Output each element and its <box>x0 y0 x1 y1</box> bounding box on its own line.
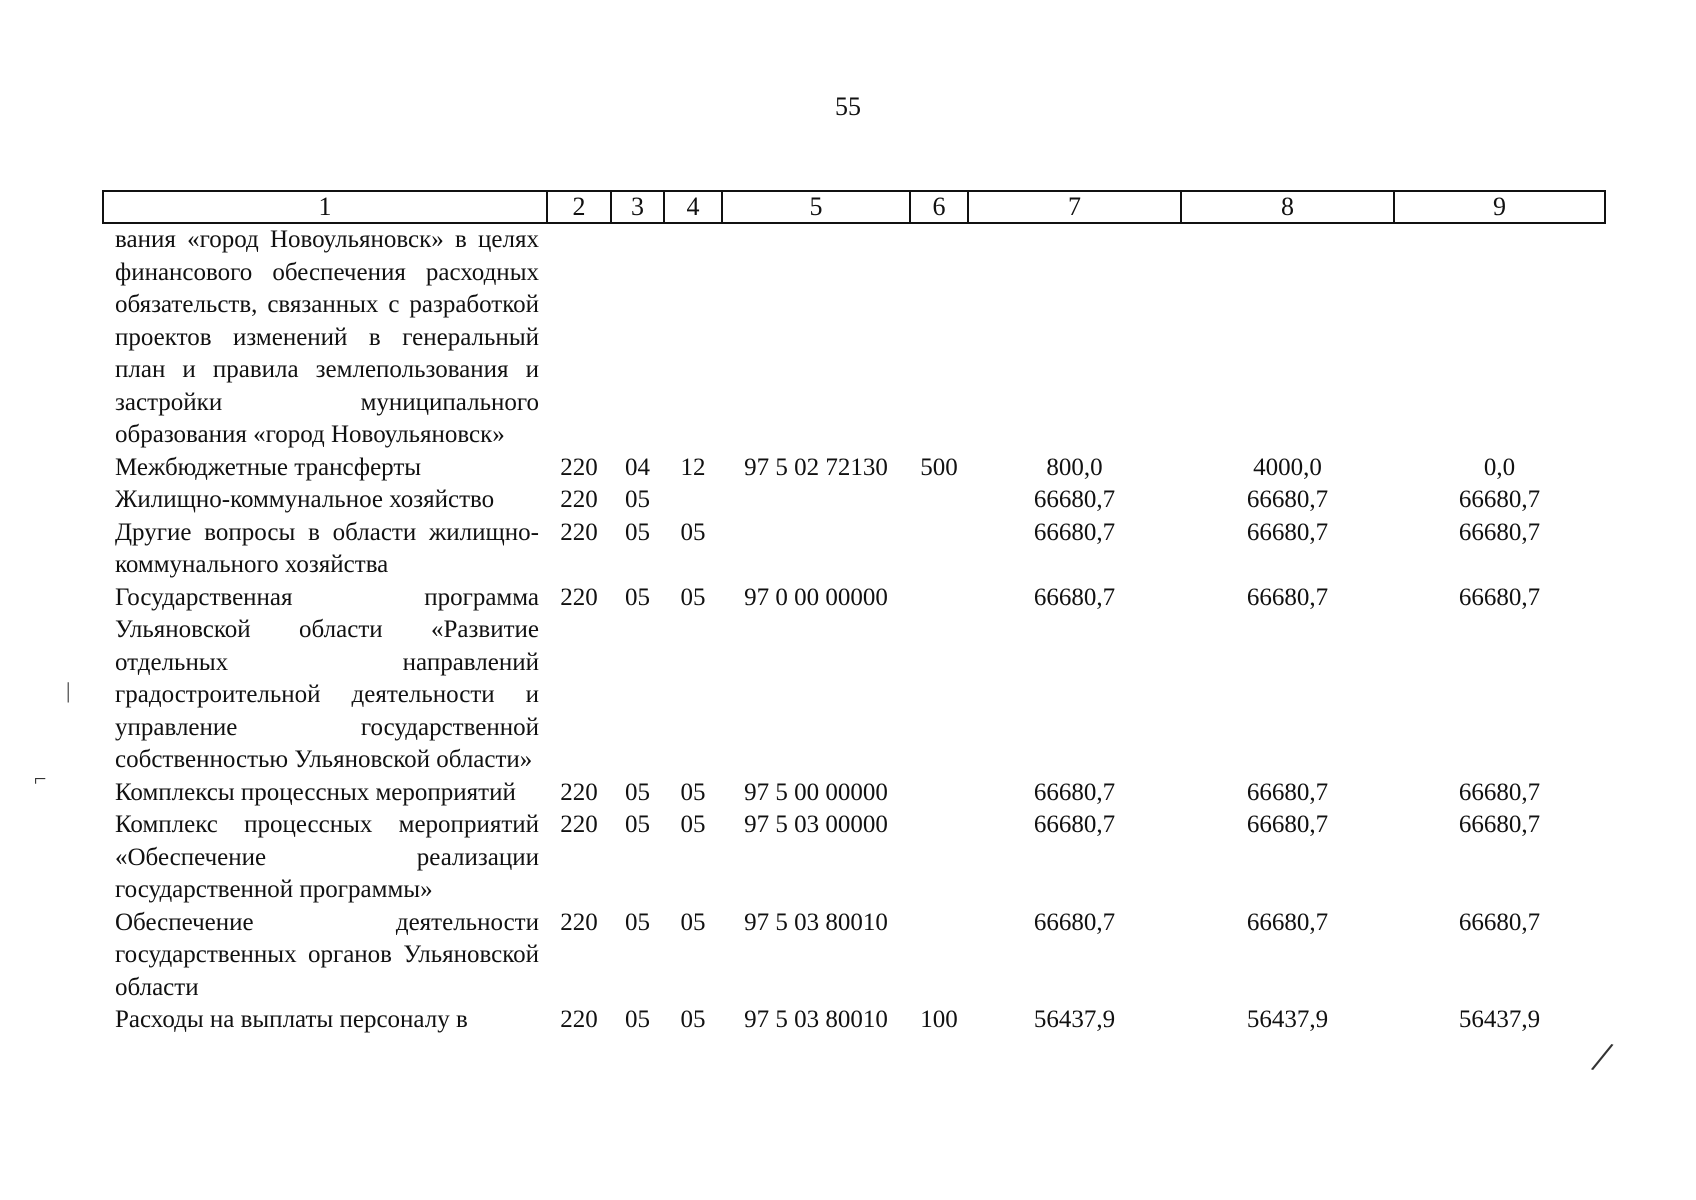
row-cell-c8 <box>1181 223 1394 452</box>
column-header-9: 9 <box>1394 191 1605 223</box>
row-description: Комплекс процессных мероприятий «Обеспечение реализации государственной программы» <box>115 811 539 903</box>
row-cell-c7: 66680,7 <box>1033 518 1116 546</box>
column-header-4: 4 <box>664 191 722 223</box>
row-cell-c8: 66680,7 <box>1246 778 1329 806</box>
margin-mark: | <box>66 678 71 703</box>
row-cell-c4 <box>664 484 722 517</box>
row-cell-c8: 66680,7 <box>1246 518 1329 546</box>
row-cell-c2: 220 <box>560 453 598 481</box>
row-cell-c3: 05 <box>625 486 650 513</box>
column-header-2: 2 <box>547 191 611 223</box>
row-cell-c7 <box>968 223 1181 452</box>
column-header-8: 8 <box>1181 191 1394 223</box>
table-row <box>103 907 1605 1005</box>
row-description: Комплексы процессных мероприятий <box>115 778 516 806</box>
row-cell-c2: 220 <box>560 908 598 936</box>
row-cell-c5 <box>722 484 910 517</box>
row-cell-c7: 66680,7 <box>1033 908 1116 936</box>
column-header-3: 3 <box>611 191 664 223</box>
row-cell-c4: 05 <box>680 1006 706 1033</box>
row-cell-c5: 97 5 03 00000 <box>744 811 888 838</box>
row-cell-c5: 97 5 03 80010 <box>744 908 888 936</box>
row-cell-c8: 66680,7 <box>1246 583 1329 611</box>
budget-table <box>102 190 1606 1037</box>
row-cell-c7: 66680,7 <box>1033 811 1116 838</box>
row-cell-c8: 4000,0 <box>1253 453 1322 481</box>
row-cell-c3: 05 <box>625 811 650 838</box>
row-cell-c6 <box>910 907 968 1005</box>
row-cell-c6 <box>910 517 968 582</box>
row-cell-c5 <box>722 517 910 582</box>
row-cell-c8: 66680,7 <box>1246 486 1329 513</box>
column-header-6: 6 <box>910 191 968 223</box>
row-cell-c6 <box>910 582 968 777</box>
row-cell-c5 <box>722 223 910 452</box>
column-number-header <box>103 191 1605 223</box>
row-cell-c4: 05 <box>680 778 706 806</box>
row-cell-c4: 05 <box>680 583 706 611</box>
row-cell-c5: 97 5 00 00000 <box>744 778 888 806</box>
row-cell-c3: 05 <box>625 583 650 611</box>
table-row <box>103 582 1605 777</box>
row-cell-c5: 97 5 02 72130 <box>744 453 888 481</box>
row-cell-c8: 56437,9 <box>1246 1006 1329 1033</box>
row-description: Обеспечение деятельности государственных органов Ульяновской области <box>115 908 539 1001</box>
column-header-7: 7 <box>968 191 1181 223</box>
row-cell-c6 <box>910 484 968 517</box>
row-cell-c8: 66680,7 <box>1246 811 1329 838</box>
row-description: Межбюджетные трансферты <box>115 453 422 481</box>
table-row <box>103 452 1605 485</box>
row-description: Другие вопросы в области жилищно-коммунального хозяйства <box>115 518 539 578</box>
row-cell-c2: 220 <box>560 1006 598 1033</box>
row-cell-c3: 05 <box>625 518 650 546</box>
row-cell-c7: 66680,7 <box>1033 778 1116 806</box>
page-number: 55 <box>835 92 861 121</box>
row-cell-c3: 05 <box>625 1006 650 1033</box>
row-cell-c4: 05 <box>680 908 706 936</box>
row-cell-c7: 66680,7 <box>1033 583 1116 611</box>
table-row <box>103 484 1605 517</box>
row-cell-c2: 220 <box>560 778 598 806</box>
row-cell-c9: 0,0 <box>1483 453 1516 481</box>
row-description: вания «город Новоульяновск» в целях финансового обеспечения расходных обязательств, связанных с разработкой проектов изменений в генеральный план и правила землепользования и застройки муниципального образования «город Новоульяновск» <box>115 226 539 448</box>
row-cell-c7: 56437,9 <box>1033 1006 1116 1033</box>
row-cell-c6 <box>910 777 968 810</box>
row-cell-c3: 05 <box>625 778 650 806</box>
row-cell-c4: 12 <box>680 453 706 481</box>
table-row <box>103 777 1605 810</box>
row-cell-c6 <box>910 809 968 907</box>
column-header-1: 1 <box>103 191 547 223</box>
row-cell-c3 <box>611 223 664 452</box>
column-header-5: 5 <box>722 191 910 223</box>
row-cell-c6 <box>910 223 968 452</box>
row-description: Жилищно-коммунальное хозяйство <box>115 486 495 513</box>
row-cell-c9 <box>1394 223 1605 452</box>
row-cell-c9: 56437,9 <box>1458 1006 1541 1033</box>
row-cell-c5: 97 0 00 00000 <box>744 583 888 611</box>
row-cell-c3: 05 <box>625 908 650 936</box>
row-cell-c4 <box>664 223 722 452</box>
margin-mark: / <box>1587 1030 1618 1083</box>
table-row <box>103 517 1605 582</box>
row-cell-c2: 220 <box>560 486 598 513</box>
row-cell-c7: 800,0 <box>1046 453 1103 481</box>
row-cell-c4: 05 <box>680 518 706 546</box>
row-description: Государственная программа Ульяновской области «Развитие отдельных направлений градостроительной деятельности и управление государственной собственностью Ульяновской области» <box>115 583 539 773</box>
row-cell-c2: 220 <box>560 583 598 611</box>
budget-table-sheet <box>102 190 1604 1037</box>
row-cell-c9: 66680,7 <box>1458 908 1541 936</box>
row-cell-c2 <box>547 223 611 452</box>
table-row <box>103 223 1605 452</box>
row-cell-c7: 66680,7 <box>1033 486 1116 513</box>
row-cell-c4: 05 <box>680 811 706 838</box>
table-row <box>103 809 1605 907</box>
row-cell-c9: 66680,7 <box>1458 811 1541 838</box>
row-description: Расходы на выплаты персоналу в <box>115 1006 468 1033</box>
margin-mark: ⌐ <box>34 766 47 791</box>
row-cell-c6: 100 <box>920 1006 958 1033</box>
row-cell-c2: 220 <box>560 518 598 546</box>
row-cell-c9: 66680,7 <box>1458 486 1541 513</box>
row-cell-c8: 66680,7 <box>1246 908 1329 936</box>
row-cell-c3: 04 <box>625 453 650 481</box>
row-cell-c5: 97 5 03 80010 <box>744 1006 888 1033</box>
row-cell-c2: 220 <box>560 811 598 838</box>
row-cell-c6: 500 <box>920 453 958 481</box>
table-row <box>103 1004 1605 1037</box>
row-cell-c9: 66680,7 <box>1458 518 1541 546</box>
row-cell-c9: 66680,7 <box>1458 778 1541 806</box>
row-cell-c9: 66680,7 <box>1458 583 1541 611</box>
